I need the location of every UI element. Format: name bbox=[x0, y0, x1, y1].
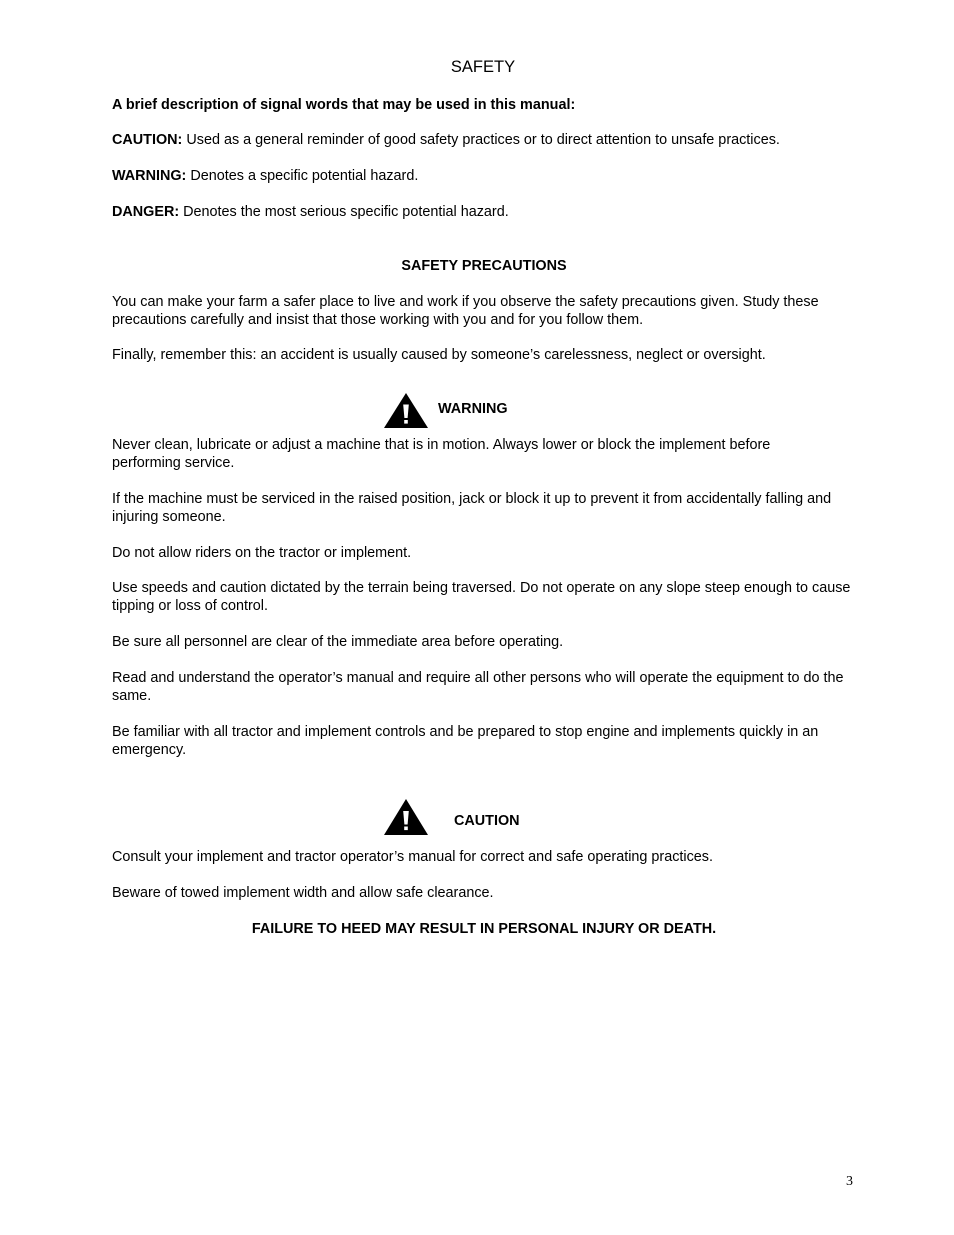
signal-word-danger bbox=[112, 203, 862, 221]
caution-triangle-icon bbox=[383, 798, 429, 836]
signal-word-definition: Denotes the most serious specific potential hazard. bbox=[179, 204, 509, 220]
warning-item: Be sure all personnel are clear of the immediate area before operating. bbox=[112, 634, 564, 650]
warning-item: If the machine must be serviced in the raised position, jack or block it up to prevent it from accidentally falling and injuring someone. bbox=[112, 491, 832, 525]
warning-item: Do not allow riders on the tractor or implement. bbox=[112, 545, 412, 561]
warning-label: WARNING bbox=[438, 400, 508, 417]
signal-word-term: DANGER: bbox=[112, 204, 180, 220]
signal-word-term: CAUTION: bbox=[112, 132, 183, 148]
warning-item: Read and understand the operator’s manual and require all other persons who will operate the equipment to do the same. bbox=[112, 670, 844, 704]
caution-label: CAUTION bbox=[454, 813, 520, 829]
caution-item: Consult your implement and tractor operator’s manual for correct and safe operating practices. bbox=[112, 849, 713, 865]
precautions-paragraph: You can make your farm a safer place to live and work if you observe the safety precautions given. Study these precautions carefully and insist that those working with you and for you follow them. bbox=[112, 294, 819, 328]
warning-header bbox=[383, 392, 508, 429]
warning-item: Never clean, lubricate or adjust a machine that is in motion. Always lower or block the implement before performing service. bbox=[112, 437, 771, 471]
signal-word-definition: Denotes a specific potential hazard. bbox=[186, 168, 419, 184]
safety-precautions-heading: SAFETY PRECAUTIONS bbox=[401, 258, 567, 274]
signal-word-definition: Used as a general reminder of good safety practices or to direct attention to unsafe practices. bbox=[182, 132, 780, 148]
caution-item: Beware of towed implement width and allow safe clearance. bbox=[112, 885, 494, 901]
precautions-paragraph: Finally, remember this: an accident is usually caused by someone’s carelessness, neglect or oversight. bbox=[112, 347, 766, 363]
signal-word-warning bbox=[112, 167, 862, 185]
page-title: SAFETY bbox=[450, 58, 516, 76]
page-number: 3 bbox=[846, 1174, 853, 1189]
signal-word-caution bbox=[112, 131, 862, 149]
signal-words-heading: A brief description of signal words that may be used in this manual: bbox=[112, 97, 576, 113]
warning-item: Use speeds and caution dictated by the terrain being traversed. Do not operate on any slope steep enough to cause tipping or loss of control. bbox=[112, 580, 851, 614]
warning-triangle-icon bbox=[383, 392, 429, 429]
caution-header bbox=[383, 798, 520, 836]
warning-item: Be familiar with all tractor and implement controls and be prepared to stop engine and implements quickly in an emergency. bbox=[112, 724, 819, 758]
signal-word-term: WARNING: bbox=[112, 168, 187, 184]
final-notice: FAILURE TO HEED MAY RESULT IN PERSONAL INJURY OR DEATH. bbox=[251, 921, 717, 937]
